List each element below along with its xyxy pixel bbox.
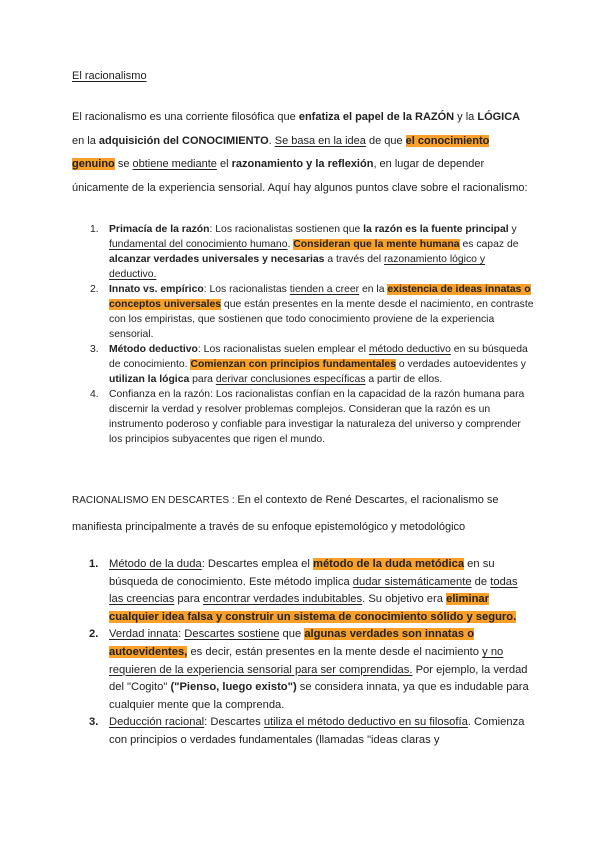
text-run: en la [72, 134, 99, 147]
underlined-text: obtiene mediante [132, 158, 217, 170]
highlighted-text: el conocimiento genuino [72, 134, 490, 170]
text-run: . [287, 239, 294, 250]
text-run: El racionalismo es una corriente filosófica que [72, 111, 299, 123]
text-run: en su búsqueda de conocimiento. Este método implica [109, 558, 495, 588]
bold-text: razonamiento y la reflexión [231, 158, 374, 170]
list-number: 3. [90, 344, 99, 355]
underlined-text: fundamental del conocimiento humano [109, 239, 288, 250]
bold-text: ("Pienso, luego existo") [170, 681, 297, 694]
intro-paragraph [72, 106, 532, 200]
key-points-list [72, 222, 534, 447]
text-run: en la [359, 284, 388, 295]
text-run: : Descartes emplea el [201, 558, 313, 570]
underlined-text: razonamiento lógico y deductivo. [109, 254, 486, 280]
text-run: para [174, 593, 203, 606]
underlined-text: Verdad innata [109, 628, 179, 641]
text-run: o verdades autoevidentes y [396, 359, 526, 370]
bold-text: alcanzar verdades universales y necesarias [109, 254, 325, 265]
underlined-text: y no requieren de la experiencia sensorial para ser comprendidas. [109, 645, 504, 676]
text-run: : Los racionalistas [203, 284, 290, 295]
list-number: 4. [90, 389, 99, 400]
highlighted-text: eliminar cualquier idea falsa y construir un sistema de conocimiento sólido y seguro. [109, 593, 517, 623]
bold-text: Método deductivo [109, 344, 198, 355]
highlighted-text: método de la duda metódica [313, 558, 465, 570]
text-run: En el contexto de René Descartes, el racionalismo se manifiesta principalmente a través de su enfoque epistemológico y metodológico [72, 494, 499, 533]
underlined-text: Deducción racional [109, 716, 205, 729]
highlighted-text: Consideran que la mente humana [293, 239, 460, 250]
underlined-text: encontrar verdades indubitables [202, 593, 363, 606]
highlighted-text: Comienzan con principios fundamentales [190, 359, 396, 370]
text-run: el [216, 158, 232, 170]
list-item [72, 222, 534, 282]
descartes-section-intro [72, 487, 532, 540]
underlined-text: Descartes sostiene [184, 628, 280, 641]
text-run: para [189, 374, 216, 385]
text-run: de que [365, 134, 406, 147]
text-run: : [178, 628, 185, 641]
text-run: en su búsqueda de conocimiento. [109, 344, 528, 370]
text-run: . Su objetivo era [362, 593, 447, 606]
list-item [72, 342, 534, 387]
bold-text: adquisición del CONOCIMIENTO [98, 134, 269, 147]
list-item [72, 282, 534, 342]
list-number: 1. [89, 558, 99, 570]
highlighted-text: algunas verdades son innatas o autoevidentes, [109, 628, 475, 658]
bold-text: la razón es la fuente principal [363, 224, 509, 235]
list-number: 3. [89, 716, 99, 729]
text-run: Confianza en la razón: Los racionalistas confían en la capacidad de la razón humana para discernir la verdad y resolver problemas complejos. Consideran que la razón es un instrumento poderoso y confiable para investigar la naturaleza del universo y comprender los principios subyacentes que rigen el mundo. [109, 389, 525, 445]
list-number: 2. [90, 284, 99, 295]
list-item [72, 387, 534, 447]
list-item [72, 626, 534, 714]
bold-text: LÓGICA [477, 111, 521, 123]
list-item [72, 556, 534, 626]
text-run: es capaz de [459, 239, 519, 250]
underlined-text: derivar conclusiones específicas [215, 374, 366, 385]
underlined-text: dudar sistemáticamente [352, 575, 472, 588]
text-run: : Descartes [204, 716, 264, 729]
underlined-text: Se basa en la idea [274, 134, 366, 147]
highlighted-text: existencia de ideas innatas o conceptos universales [109, 284, 531, 310]
text-run: . Comienza con principios o verdades fundamentales (llamadas "ideas claras y [109, 716, 525, 746]
text-run: a través del [324, 254, 384, 265]
section-label: RACIONALISMO EN DESCARTES : [72, 495, 238, 506]
text-run: Por ejemplo, la verdad del "Cogito" [109, 663, 528, 694]
list-item [72, 714, 534, 749]
underlined-text: Método de la duda [109, 558, 202, 570]
text-run: que [279, 628, 305, 641]
text-run: : Los racionalistas sostienen que [209, 224, 364, 235]
underlined-text: tienden a creer [289, 284, 360, 295]
bold-text: Innato vs. empírico [109, 284, 204, 295]
text-run: a partir de ellos. [365, 374, 443, 385]
text-run: y la [454, 111, 478, 123]
bold-text: enfatiza el papel de la RAZÓN [298, 111, 455, 123]
text-run: de [471, 575, 491, 588]
bold-text: Primacía de la razón [109, 224, 210, 235]
list-number: 2. [89, 628, 99, 641]
underlined-text: todas las creencias [109, 575, 518, 606]
text-run: se considera innata, ya que es indudable para cualquier mente que la comprenda. [109, 681, 529, 711]
text-run: es decir, están presentes en la mente desde el nacimiento [187, 645, 483, 658]
underlined-text: método deductivo [368, 344, 451, 355]
underlined-text: utiliza el método deductivo en su filosofía [263, 716, 468, 729]
list-number: 1. [90, 224, 99, 235]
text-run: se [114, 158, 133, 170]
text-run: , en lugar de depender únicamente de la experiencia sensorial. Aquí hay algunos puntos clave sobre el racionalismo: [72, 158, 528, 194]
text-run: . [268, 134, 275, 147]
descartes-points-list [72, 556, 534, 750]
text-run: que están presentes en la mente desde el nacimiento, en contraste con los empiristas, que sostienen que todo conocimiento proviene de la experiencia sensorial. [109, 299, 534, 340]
text-run: : Los racionalistas suelen emplear el [197, 344, 369, 355]
page-title: El racionalismo [72, 70, 147, 82]
bold-text: utilizan la lógica [109, 374, 190, 385]
text-run: y [508, 224, 517, 235]
